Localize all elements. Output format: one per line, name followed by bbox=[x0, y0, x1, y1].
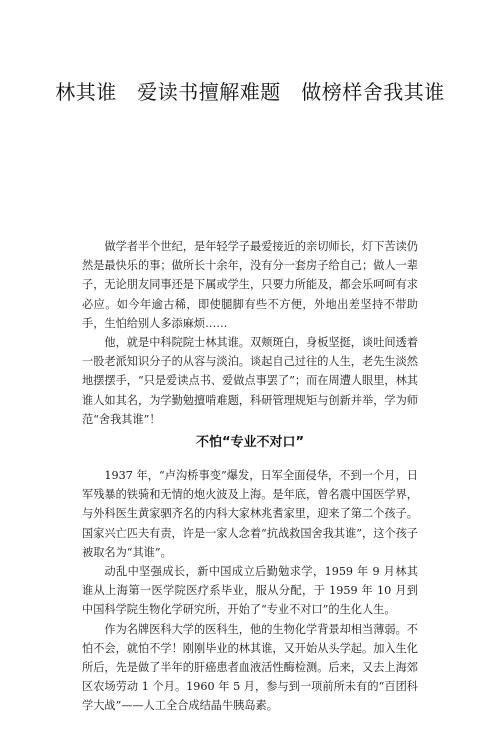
section-paragraph: 1937 年，“卢沟桥事变”爆发，日军全面侵华，不到一个月，日军残暴的铁骑和无情的炮火波及上海。是年底，曾名震中国医学界，与外科医生黄家驷齐名的内科大家林兆耆家里，迎来了第二个孩子。国家兴亡匹夫有责，许是一家人念着“抗战救国舍我其谁”，这个孩子被取名为“其谁”。 bbox=[82, 469, 418, 559]
article-title: 林其谁 爱读书擅解难题 做榜样舍我其谁 bbox=[55, 80, 445, 104]
section-paragraph: 作为名牌医科大学的医科生，他的生物化学背景却相当薄弱。不怕不会，就怕不学！刚刚毕业的林其谁，又开始从头学起。加入生化所后，先是做了半年的肝癌患者血液活性酶检测。后来，又去上海郊区农场劳动 1 个月。1960 年 5 月，参与到一项前所未有的“百团科学大战”——人工全合成结晶牛胰岛素。 bbox=[82, 622, 418, 713]
intro-paragraph: 他，就是中科院院士林其谁。双颊斑白，身板坚挺，谈吐间透着一股老派知识分子的从容与淡泊。谈起自己过往的人生，老先生淡然地摆摆手，“只是爱读点书、爱做点事罢了”；而在周遭人眼里，林其谁人如其名，为学勤勉擅啃难题，科研管理规矩与创新并举，学为师范“舍我其谁”！ bbox=[82, 336, 418, 426]
section-body bbox=[82, 466, 418, 716]
intro-paragraph: 做学者半个世纪，是年轻学子最爱接近的亲切师长，灯下苦读仍然是最快乐的事；做所长十余年，没有分一套房子给自己；做人一辈子，无论朋友同事还是下属或学生，只要力所能及，都会乐呵呵有求必应。如今年逾古稀，即使腿脚有些不方便，外地出差坚持不带助手，生怕给别人多添麻烦…… bbox=[82, 240, 418, 330]
intro-section bbox=[82, 237, 418, 429]
section-heading: 不怕“专业不对口” bbox=[195, 435, 305, 450]
section-paragraph: 动乱中坚强成长，新中国成立后勤勉求学，1959 年 9 月林其谁从上海第一医学院医疗系毕业，服从分配，于 1959 年 10 月到中国科学院生物化学研究所，开始了“专业不对口”的生化人生。 bbox=[82, 565, 418, 617]
